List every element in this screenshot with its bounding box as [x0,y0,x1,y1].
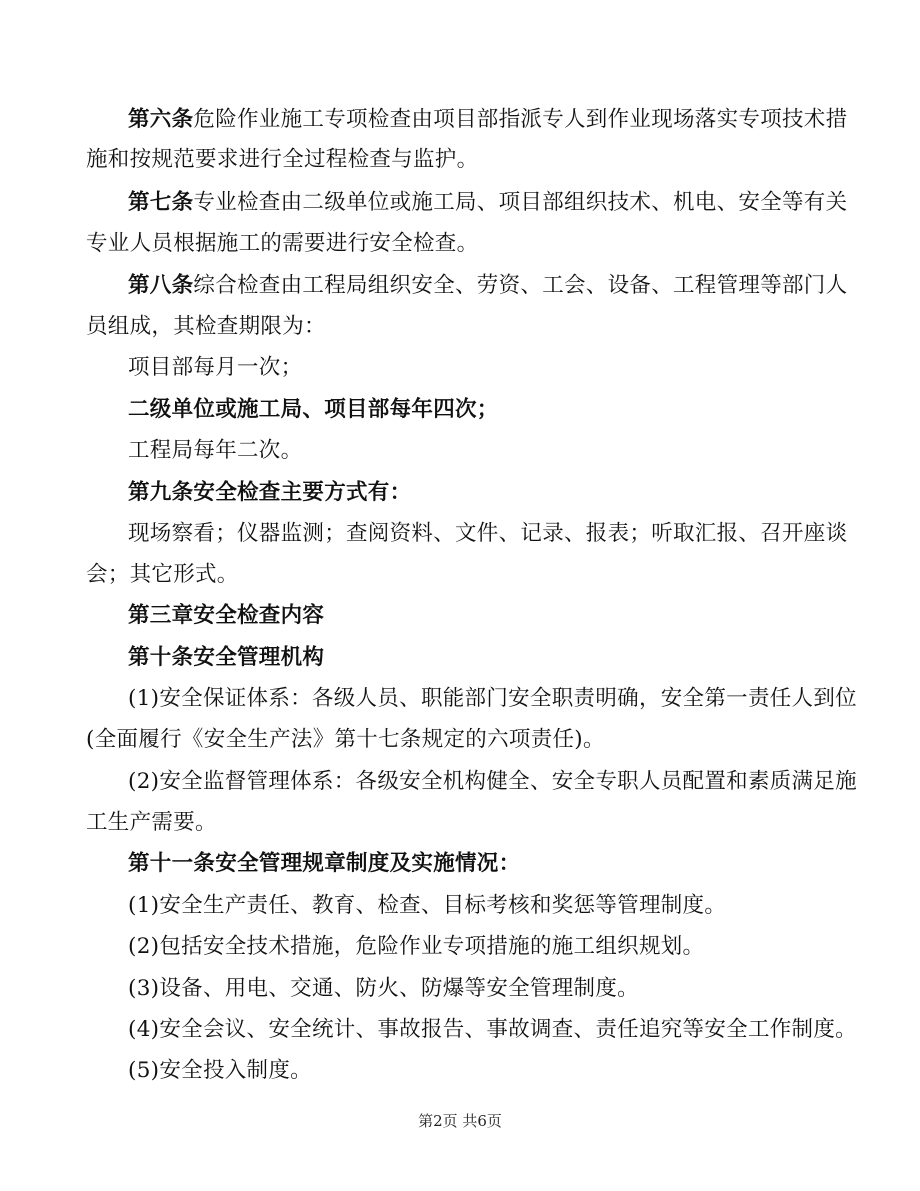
page-footer: 第2页 共6页 [418,1112,502,1130]
article-10-item-2-line-2: 工生产需要。 [86,810,217,835]
item-number: (4) [128,1017,160,1042]
item-number: (1) [128,893,160,918]
article-8-title: 第八条 [128,273,194,298]
item-number: (2) [128,769,160,794]
item-number: (2) [128,934,160,959]
article-7-title: 第七条 [128,190,194,215]
item-text: 安全监督管理体系：各级安全机构健全、安全专职人员配置和素质满足施 [159,769,857,794]
item-number: (5) [128,1058,160,1083]
article-8-line-2: 员组成，其检查期限为： [86,314,326,339]
article-11-item-3 [128,974,639,1004]
article-9-heading: 第九条安全检查主要方式有： [128,480,412,505]
article-10-item-1-line-2: (全面履行《安全生产法》第十七条规定的六项责任)。 [86,727,605,752]
frequency-second-level: 二级单位或施工局、项目部每年四次； [128,397,499,422]
chapter-3-heading: 第三章安全检查内容 [128,603,325,628]
item-number: (3) [128,976,160,1001]
frequency-engineering-bureau: 工程局每年二次。 [128,438,303,463]
item-text: 安全生产责任、教育、检查、目标考核和奖惩等管理制度。 [159,893,727,918]
article-9-line-1: 现场察看；仪器监测；查阅资料、文件、记录、报表；听取汇报、召开座谈 [128,521,848,546]
article-10-item-1-line-1 [128,684,857,714]
article-6-line-2: 施和按规范要求进行全过程检查与监护。 [86,147,479,172]
article-6-title: 第六条 [128,107,194,132]
article-7-line-2: 专业人员根据施工的需要进行安全检查。 [86,231,479,256]
item-text: 包括安全技术措施，危险作业专项措施的施工组织规划。 [159,934,705,959]
article-10-item-2-line-1 [128,767,857,797]
article-11-item-5 [128,1056,312,1086]
item-text: 安全会议、安全统计、事故报告、事故调查、责任追究等安全工作制度。 [159,1017,857,1042]
item-text: 安全投入制度。 [159,1058,312,1083]
article-10-heading: 第十条安全管理机构 [128,645,325,670]
item-text: 安全保证体系：各级人员、职能部门安全职责明确，安全第一责任人到位 [159,686,857,711]
frequency-project-dept: 项目部每月一次； [128,355,303,380]
article-8-line-1 [128,271,847,301]
article-11-heading: 第十一条安全管理规章制度及实施情况： [128,851,521,876]
article-7-line-1 [128,188,847,218]
article-11-item-2 [128,932,704,962]
article-6-line-1 [128,105,847,135]
article-9-line-2: 会；其它形式。 [86,562,239,587]
article-8-text: 综合检查由工程局组织安全、劳资、工会、设备、工程管理等部门人 [193,273,848,298]
article-11-item-4 [128,1015,857,1045]
article-11-item-1 [128,891,726,921]
article-6-text: 危险作业施工专项检查由项目部指派专人到作业现场落实专项技术措 [193,107,848,132]
article-7-text: 专业检查由二级单位或施工局、项目部组织技术、机电、安全等有关 [193,190,848,215]
item-number: (1) [128,686,160,711]
item-text: 设备、用电、交通、防火、防爆等安全管理制度。 [159,976,639,1001]
